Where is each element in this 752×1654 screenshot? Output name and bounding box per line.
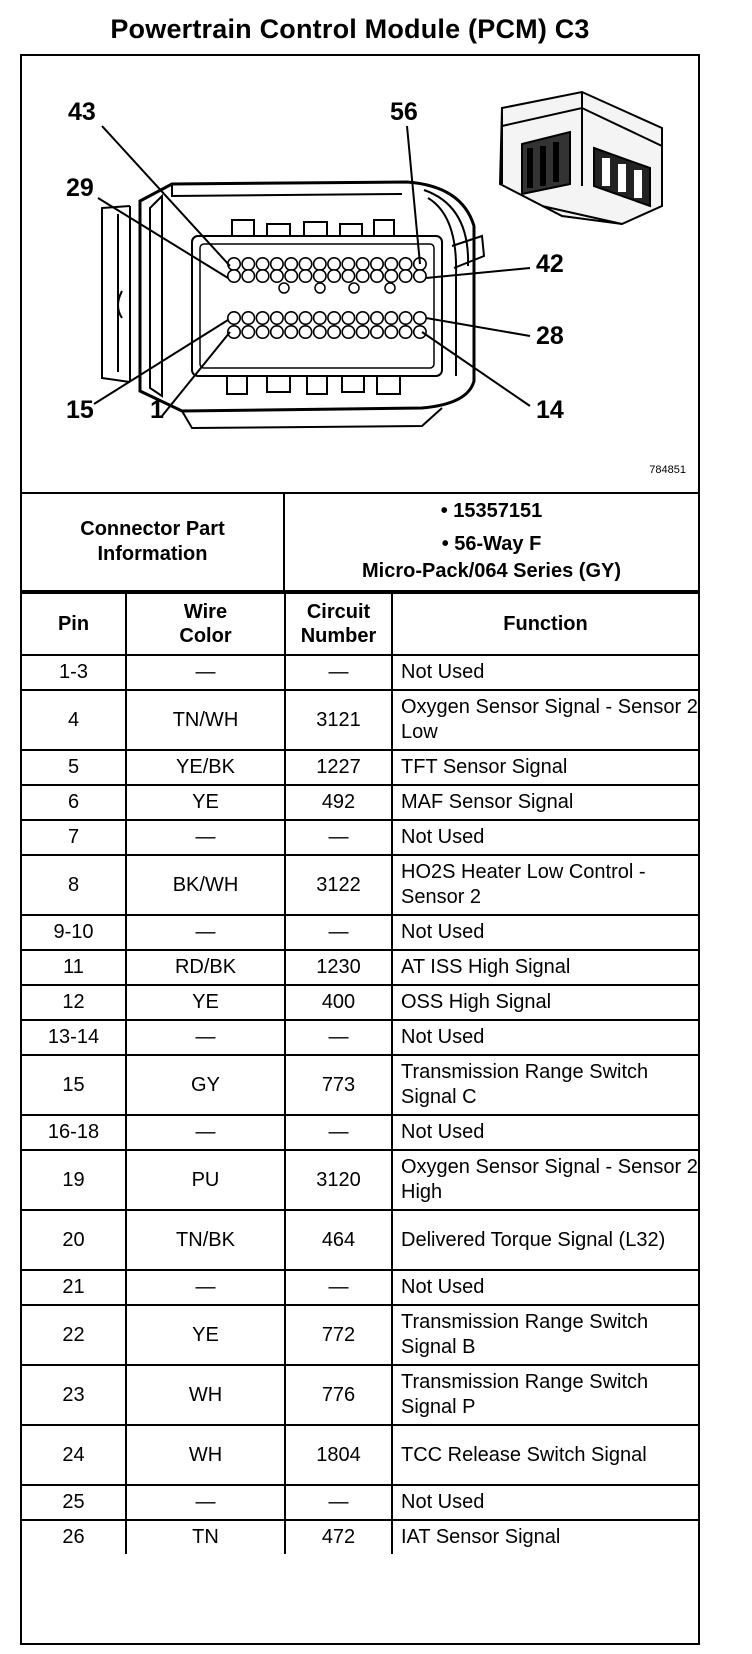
- table-row: [22, 820, 698, 855]
- circuit-number-cell: —: [285, 1020, 392, 1055]
- pin-cell: 5: [22, 750, 126, 785]
- wire-color-cell: —: [126, 820, 285, 855]
- connector-diagram: [22, 56, 698, 494]
- function-cell: Not Used: [392, 820, 698, 855]
- function-cell: Transmission Range Switch Signal B: [392, 1305, 698, 1365]
- wire-color-cell: —: [126, 1485, 285, 1520]
- pin-cell: 15: [22, 1055, 126, 1115]
- pin-cell: 19: [22, 1150, 126, 1210]
- wire-color-cell: RD/BK: [126, 950, 285, 985]
- wire-color-cell: TN: [126, 1520, 285, 1554]
- table-row: [22, 1305, 698, 1365]
- pin-cavity: [314, 312, 326, 324]
- pin-cavity: [299, 258, 311, 270]
- pin-cell: 4: [22, 690, 126, 750]
- wire-color-cell: TN/WH: [126, 690, 285, 750]
- pin-cell: 23: [22, 1365, 126, 1425]
- pin-cavity: [357, 258, 369, 270]
- page-title: Powertrain Control Module (PCM) C3: [110, 14, 590, 44]
- circuit-number-cell: 400: [285, 985, 392, 1020]
- table-header-row: [22, 593, 698, 655]
- header-circuit-number: [285, 593, 392, 655]
- wire-color-cell: WH: [126, 1365, 285, 1425]
- connector-card: [20, 54, 700, 1645]
- pin-cavity: [385, 312, 397, 324]
- table-row: [22, 690, 698, 750]
- pin-cavity: [399, 270, 411, 282]
- header-circuit-number-text: Circuit Number: [300, 601, 377, 647]
- pin-cavity: [371, 312, 383, 324]
- wire-color-cell: YE: [126, 1305, 285, 1365]
- pin-label-14: 14: [536, 396, 564, 424]
- pin-label-28: 28: [536, 322, 564, 350]
- function-cell: Not Used: [392, 1485, 698, 1520]
- pin-label-1: 1: [150, 396, 164, 424]
- function-cell: Transmission Range Switch Signal C: [392, 1055, 698, 1115]
- wire-color-cell: WH: [126, 1425, 285, 1485]
- table-row: [22, 1425, 698, 1485]
- figure-id: 784851: [649, 464, 686, 476]
- pin-cavity: [328, 326, 340, 338]
- connector-part-info: [22, 494, 698, 592]
- circuit-number-cell: —: [285, 1485, 392, 1520]
- function-cell: Not Used: [392, 1115, 698, 1150]
- series-name: Micro-Pack/064 Series (GY): [361, 560, 621, 582]
- pin-cavity: [385, 258, 397, 270]
- wire-color-cell: GY: [126, 1055, 285, 1115]
- pin-cavity: [228, 258, 240, 270]
- part-info-label-cell: [22, 494, 285, 590]
- wire-color-cell: —: [126, 915, 285, 950]
- pin-cavity: [399, 312, 411, 324]
- pin-cavity: [242, 270, 254, 282]
- pin-cavity: [399, 258, 411, 270]
- pin-cavity: [314, 258, 326, 270]
- pin-cavity: [385, 270, 397, 282]
- circuit-number-cell: —: [285, 820, 392, 855]
- circuit-number-cell: 3121: [285, 690, 392, 750]
- pin-cavity: [328, 258, 340, 270]
- pin-cell: 20: [22, 1210, 126, 1270]
- function-cell: HO2S Heater Low Control - Sensor 2: [392, 855, 698, 915]
- pin-cavity: [371, 258, 383, 270]
- wire-color-cell: YE/BK: [126, 750, 285, 785]
- table-row: [22, 985, 698, 1020]
- pin-cavity: [328, 312, 340, 324]
- wire-color-cell: —: [126, 1020, 285, 1055]
- pin-cavity: [242, 312, 254, 324]
- pin-cavity: [256, 258, 268, 270]
- pin-label-42: 42: [536, 250, 564, 278]
- pin-cavity: [271, 270, 283, 282]
- function-cell: AT ISS High Signal: [392, 950, 698, 985]
- function-cell: Not Used: [392, 1270, 698, 1305]
- pin-cell: 12: [22, 985, 126, 1020]
- function-cell: Delivered Torque Signal (L32): [392, 1210, 698, 1270]
- pin-cavity: [385, 326, 397, 338]
- pin-cell: 22: [22, 1305, 126, 1365]
- circuit-number-cell: 776: [285, 1365, 392, 1425]
- circuit-number-cell: 472: [285, 1520, 392, 1554]
- pin-cavity: [299, 326, 311, 338]
- pin-cell: 16-18: [22, 1115, 126, 1150]
- pin-cavity: [285, 270, 297, 282]
- table-row: [22, 950, 698, 985]
- pin-cell: 13-14: [22, 1020, 126, 1055]
- wire-color-cell: BK/WH: [126, 855, 285, 915]
- part-info-values: [285, 494, 698, 590]
- circuit-number-cell: 3122: [285, 855, 392, 915]
- pin-cavity: [271, 258, 283, 270]
- pin-label-15: 15: [66, 396, 94, 424]
- function-cell: Not Used: [392, 1020, 698, 1055]
- pin-cavity: [256, 270, 268, 282]
- pin-cavity: [256, 326, 268, 338]
- circuit-number-cell: —: [285, 915, 392, 950]
- pin-cavity: [271, 312, 283, 324]
- pinout-table: [22, 592, 698, 1554]
- table-row: [22, 750, 698, 785]
- circuit-number-cell: —: [285, 655, 392, 690]
- pin-cavity: [342, 312, 354, 324]
- circuit-number-cell: 1227: [285, 750, 392, 785]
- pin-cavity: [242, 326, 254, 338]
- pin-cavity: [299, 270, 311, 282]
- pin-label-29: 29: [66, 174, 94, 202]
- table-row: [22, 655, 698, 690]
- pin-cavity: [342, 270, 354, 282]
- pin-cell: 25: [22, 1485, 126, 1520]
- pin-cavity: [285, 258, 297, 270]
- pin-cavity: [228, 270, 240, 282]
- function-cell: Oxygen Sensor Signal - Sensor 2 Low: [392, 690, 698, 750]
- pin-cell: 26: [22, 1520, 126, 1554]
- pin-cavity: [357, 312, 369, 324]
- pin-cavity: [314, 270, 326, 282]
- table-row: [22, 785, 698, 820]
- table-row: [22, 1150, 698, 1210]
- pin-cavity: [299, 312, 311, 324]
- way-count: • 56-Way F: [441, 533, 542, 555]
- function-cell: Not Used: [392, 655, 698, 690]
- circuit-number-cell: —: [285, 1115, 392, 1150]
- wire-color-cell: —: [126, 1270, 285, 1305]
- pin-cavity: [357, 270, 369, 282]
- function-cell: Transmission Range Switch Signal P: [392, 1365, 698, 1425]
- table-row: [22, 1210, 698, 1270]
- pin-cell: 21: [22, 1270, 126, 1305]
- header-wire-color-text: Wire Color: [179, 601, 232, 647]
- function-cell: IAT Sensor Signal: [392, 1520, 698, 1554]
- table-row: [22, 1115, 698, 1150]
- function-cell: Oxygen Sensor Signal - Sensor 2 High: [392, 1150, 698, 1210]
- wire-color-cell: TN/BK: [126, 1210, 285, 1270]
- function-cell: Not Used: [392, 915, 698, 950]
- pin-cavity: [371, 326, 383, 338]
- function-cell: TFT Sensor Signal: [392, 750, 698, 785]
- circuit-number-cell: 3120: [285, 1150, 392, 1210]
- pin-cell: 1-3: [22, 655, 126, 690]
- table-row: [22, 1365, 698, 1425]
- pin-cavity: [328, 270, 340, 282]
- table-row: [22, 1270, 698, 1305]
- circuit-number-cell: —: [285, 1270, 392, 1305]
- pin-cavity: [314, 326, 326, 338]
- pin-cavity: [357, 326, 369, 338]
- pin-cavity: [228, 312, 240, 324]
- pin-cell: 8: [22, 855, 126, 915]
- wire-color-cell: —: [126, 1115, 285, 1150]
- header-wire-color: [126, 593, 285, 655]
- pin-cavity: [414, 326, 426, 338]
- circuit-number-cell: 1230: [285, 950, 392, 985]
- header-function: Function: [392, 593, 698, 655]
- table-row: [22, 915, 698, 950]
- wire-color-cell: YE: [126, 785, 285, 820]
- part-number: • 15357151: [440, 500, 543, 522]
- table-row: [22, 1520, 698, 1554]
- circuit-number-cell: 773: [285, 1055, 392, 1115]
- pin-cavity: [285, 326, 297, 338]
- pin-cavity: [414, 270, 426, 282]
- pin-cavity: [242, 258, 254, 270]
- header-pin: Pin: [22, 593, 126, 655]
- circuit-number-cell: 772: [285, 1305, 392, 1365]
- table-row: [22, 855, 698, 915]
- pin-cell: 11: [22, 950, 126, 985]
- pin-cavity: [285, 312, 297, 324]
- pin-cavity: [342, 326, 354, 338]
- pin-cell: 24: [22, 1425, 126, 1485]
- function-cell: TCC Release Switch Signal: [392, 1425, 698, 1485]
- table-row: [22, 1055, 698, 1115]
- wire-color-cell: YE: [126, 985, 285, 1020]
- pin-cell: 6: [22, 785, 126, 820]
- pin-label-56: 56: [390, 98, 418, 126]
- circuit-number-cell: 1804: [285, 1425, 392, 1485]
- circuit-number-cell: 492: [285, 785, 392, 820]
- pin-cavity: [271, 326, 283, 338]
- table-row: [22, 1020, 698, 1055]
- circuit-number-cell: 464: [285, 1210, 392, 1270]
- part-info-label: Connector Part Information: [80, 518, 225, 565]
- pin-cavity: [399, 326, 411, 338]
- table-row: [22, 1485, 698, 1520]
- pin-label-43: 43: [68, 98, 96, 126]
- wire-color-cell: —: [126, 655, 285, 690]
- pin-cell: 7: [22, 820, 126, 855]
- pin-cavity: [371, 270, 383, 282]
- function-cell: OSS High Signal: [392, 985, 698, 1020]
- function-cell: MAF Sensor Signal: [392, 785, 698, 820]
- pin-cavity: [342, 258, 354, 270]
- pin-cavity: [414, 312, 426, 324]
- pin-cell: 9-10: [22, 915, 126, 950]
- connector-illustration: [22, 56, 698, 492]
- wire-color-cell: PU: [126, 1150, 285, 1210]
- pin-cavity: [256, 312, 268, 324]
